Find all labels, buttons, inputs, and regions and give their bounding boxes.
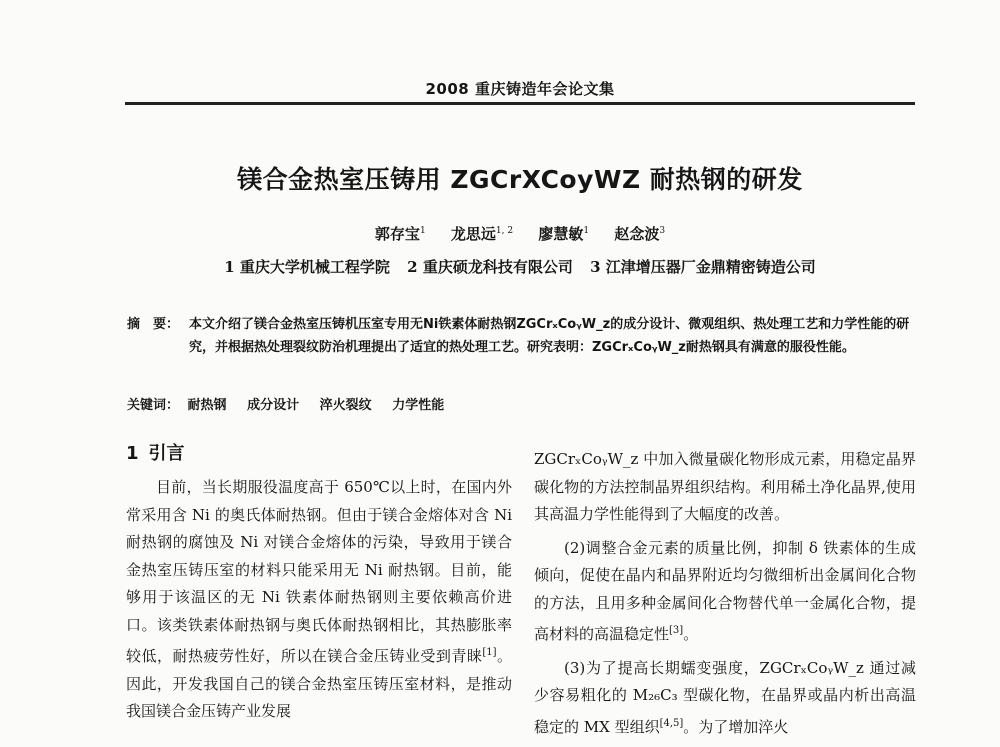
author-name: 廖慧敏 [538, 225, 584, 243]
keywords [127, 394, 917, 413]
paragraph-text: 。为了增加淬火 [683, 717, 789, 736]
citation: [4,5] [659, 717, 684, 729]
abstract-label: 摘 要： [127, 317, 180, 332]
affiliation: 2 重庆硕龙科技有限公司 [407, 258, 573, 276]
paragraph [534, 535, 916, 649]
header-rule [125, 102, 915, 105]
citation: [1] [482, 647, 497, 658]
paragraph-text: 目前，当长期服役温度高于 650℃以上时，在国内外常采用含 Ni 的奥氏体耐热钢。但由于镁合金熔体对含 Ni 耐热钢的腐蚀及 Ni 对镁合金熔体的污染，导致用于镁合金热室压铸压室的材料只能采用无 Ni 耐热钢。目前，能够用于该温区的无 Ni 铁素体耐热钢则主要依赖高价进口。该类铁素体耐热钢与奥氏体耐热钢相比，其热膨胀率较低，耐热疲劳性好，所以在镁合金压铸业受到青睐 [126, 478, 512, 665]
paragraph-text: (3)为了提高长期蠕变强度，ZGCrₓCoᵧW_z 通过减少容易粗化的 M₂₆C₃ 型碳化物，在晶界或晶内析出高温稳定的 MX 型组织 [534, 658, 916, 736]
author-affiliation-mark: 3 [659, 226, 666, 236]
keyword: 成分设计 [247, 398, 300, 413]
keyword: 耐热钢 [187, 398, 227, 413]
author-affiliation-mark: 1 [583, 226, 590, 236]
author [614, 225, 665, 243]
body-column-right [534, 446, 916, 747]
author-list [125, 223, 915, 244]
keyword: 淬火裂纹 [319, 398, 372, 413]
author-affiliation-mark: 1 [419, 226, 426, 236]
body-column-left [126, 440, 512, 732]
paragraph [126, 474, 512, 726]
citation: [3] [669, 625, 684, 636]
abstract-text: 本文介绍了镁合金热室压铸机压室专用无Ni铁素体耐热钢ZGCrₓCoᵧW_z的成分设计、微观组织、热处理工艺和力学性能的研究，并根据热处理裂纹防治机理提出了适宜的热处理工艺。研究表明：ZGCrₓCoᵧW_z耐热钢具有满意的服役性能。 [189, 317, 910, 355]
author-affiliation-mark: 1, 2 [495, 226, 514, 236]
keywords-label: 关键词： [127, 398, 180, 413]
abstract [127, 313, 917, 359]
section-title: 引言 [148, 443, 185, 464]
paragraph-text: (2)调整合金元素的质量比例，抑制 δ 铁素体的生成倾向，促使在晶内和晶界附近均匀微细析出金属间化合物的方法，且用多种金属间化合物替代单一金属化合物，提高材料的高温稳定性 [534, 538, 916, 643]
affiliation: 1 重庆大学机械工程学院 [224, 258, 390, 276]
affiliation-list [125, 256, 915, 277]
paragraph-text: 。因此，开发我国自己的镁合金热室压铸压室材料，是推动我国镁合金压铸产业发展 [126, 647, 512, 720]
author-name: 郭存宝 [374, 225, 420, 243]
section-heading [126, 440, 512, 468]
author-name: 龙思远 [450, 225, 496, 243]
author [451, 225, 513, 243]
author [375, 225, 426, 243]
affiliation: 3 江津增压器厂金鼎精密铸造公司 [590, 258, 816, 276]
section-number: 1 [126, 443, 139, 464]
keyword: 力学性能 [392, 398, 445, 413]
author-name: 赵念波 [614, 225, 660, 243]
running-header: 2008 重庆铸造年会论文集 [425, 80, 615, 98]
paper-title: 镁合金热室压铸用 ZGCrXCoyWZ 耐热钢的研发 [237, 165, 803, 194]
paragraph: ZGCrₓCoᵧW_z 中加入微量碳化物形成元素，用稳定晶界碳化物的方法控制晶界组织结构。利用稀土净化晶界,使用其高温力学性能得到了大幅度的改善。 [534, 450, 916, 523]
author [538, 225, 589, 243]
paragraph-text: 。 [683, 625, 699, 643]
paragraph [534, 655, 916, 742]
